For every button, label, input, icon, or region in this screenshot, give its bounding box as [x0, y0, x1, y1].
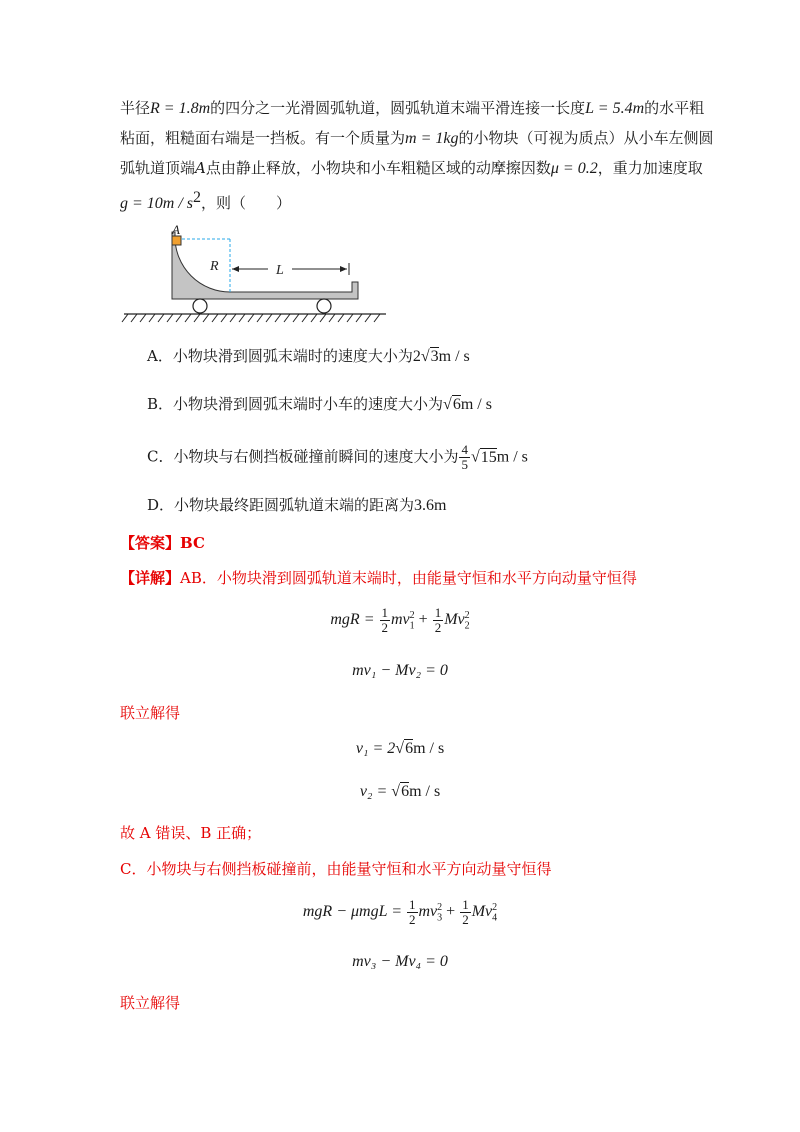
text: 的小物块（可视为质点）从小车左侧圆 [458, 129, 714, 147]
eq-lhs: mgR − μmgL = [302, 903, 402, 921]
option-text: A．小物块滑到圆弧末端时的速度大小为 [147, 347, 413, 365]
joint-solve-2: 联立解得 [120, 994, 181, 1012]
joint-solve-1: 联立解得 [120, 704, 181, 722]
half [433, 606, 444, 635]
equation-v1: v₁ = 2√6m / s [355, 740, 445, 757]
answer-value: BC [180, 534, 205, 552]
unit: m / s [496, 448, 528, 466]
half [460, 898, 471, 927]
arrowhead-left [232, 266, 239, 272]
explain-line-C: C．小物块与右侧挡板碰撞前，由能量守恒和水平方向动量守恒得 [120, 860, 552, 878]
radicand: 3 [430, 348, 439, 365]
term: mv [418, 903, 438, 921]
half [407, 898, 418, 927]
equation-momentum-1: mv₁ − Mv₂ = 0 [352, 662, 448, 679]
unit: m / s [438, 348, 470, 365]
radicand: 6 [401, 783, 410, 800]
denominator: 2 [381, 620, 388, 635]
answer-label: 【答案】 [120, 534, 181, 552]
equation-momentum-2: mv₃ − Mv₄ = 0 [352, 953, 448, 970]
text: 点由静止释放，小物块和小车粗糙区域的动摩擦因数 [205, 159, 551, 177]
block [172, 236, 181, 245]
label-L: L [276, 263, 284, 278]
gravity-value: g = 10m / s [120, 195, 194, 212]
numerator: 1 [434, 605, 442, 620]
unit: m / s [460, 396, 492, 413]
explain-line-1 [120, 568, 637, 588]
mass-value: m = 1kg [405, 130, 459, 147]
text: AB．小物块滑到圆弧轨道末端时，由能量守恒和水平方向动量守恒得 [180, 569, 637, 587]
problem-line-2 [120, 128, 713, 149]
ground-hatching [122, 314, 380, 322]
numerator: 4 [461, 442, 468, 457]
distance-value: 3.6m [414, 497, 447, 514]
term: Mv [471, 903, 493, 921]
answer-line [120, 533, 205, 553]
text: 弧轨道顶端 [120, 159, 196, 177]
explain-label: 【详解】 [120, 569, 181, 587]
text: 半径 [120, 99, 151, 117]
unit: m / s [409, 783, 441, 800]
arrowhead-right [340, 266, 347, 272]
plus: + [446, 903, 456, 921]
label-R: R [210, 259, 219, 274]
coef: 2 [412, 348, 421, 365]
exponent: 2 [193, 189, 202, 206]
fraction [459, 443, 470, 472]
numerator: 1 [381, 605, 388, 620]
text: ，则（ ） [201, 194, 292, 212]
conclusion-AB: 故 A 错误、B 正确； [120, 824, 262, 842]
eq-lhs: v₁ = 2 [355, 740, 396, 757]
numerator: 1 [409, 897, 416, 912]
length-value: L = 5.4m [585, 100, 645, 117]
option-A: A．小物块滑到圆弧末端时的速度大小为2√3m / s [147, 347, 470, 365]
equation-v2: v₂ = √6m / s [359, 783, 441, 800]
unit: m / s [413, 740, 445, 757]
point-label: A [195, 159, 206, 177]
denominator: 2 [462, 912, 469, 927]
friction-value: μ = 0.2 [550, 160, 598, 177]
term: Mv [444, 611, 465, 629]
problem-line-3 [120, 158, 703, 179]
text: 的水平粗 [644, 99, 705, 117]
plus: + [418, 611, 428, 629]
option-C: C．小物块与右侧挡板碰撞前瞬间的速度大小为 $\frac{4}{5}$ √15m / s [147, 442, 528, 472]
equation-energy-1: mgR = $\frac{1}{2}$ $mv_1^2$ + $\frac{1}{2}$ $Mv_2^2$ [330, 605, 470, 635]
problem-line-4 [120, 188, 291, 214]
option-text: D．小物块最终距圆弧轨道末端的距离为 [147, 496, 415, 514]
option-B: B．小物块滑到圆弧末端时小车的速度大小为√6m / s [147, 395, 492, 413]
text: 的四分之一光滑圆弧轨道，圆弧轨道末端平滑连接一长度 [210, 99, 586, 117]
radicand: 15 [480, 448, 497, 466]
option-text: B．小物块滑到圆弧末端时小车的速度大小为 [147, 395, 444, 413]
wheel-left [193, 299, 207, 313]
cart-body [172, 232, 358, 299]
option-D [147, 495, 446, 516]
cart-track-figure [120, 222, 395, 324]
equation-energy-2: mgR − μmgL = $\frac{1}{2}$ $mv_3^2$ + $\frac{1}{2}$ $Mv_4^2$ [302, 897, 498, 927]
denominator: 5 [461, 457, 468, 472]
half [380, 606, 391, 635]
option-text: C．小物块与右侧挡板碰撞前瞬间的速度大小为 [147, 447, 459, 466]
denominator: 2 [434, 620, 442, 635]
text: ，重力加速度取 [597, 159, 703, 177]
wheel-right [317, 299, 331, 313]
eq-lhs: mgR = [330, 611, 375, 629]
term: mv [391, 611, 410, 629]
label-A: A [172, 222, 180, 237]
radicand: 6 [452, 396, 461, 413]
radius-value: R = 1.8m [150, 100, 211, 117]
numerator: 1 [462, 897, 469, 912]
text: 粘面，粗糙面右端是一挡板。有一个质量为 [120, 129, 406, 147]
problem-line-1 [120, 98, 704, 119]
radicand: 6 [405, 740, 414, 757]
eq-lhs: v₂ = [359, 783, 388, 800]
denominator: 2 [409, 912, 416, 927]
